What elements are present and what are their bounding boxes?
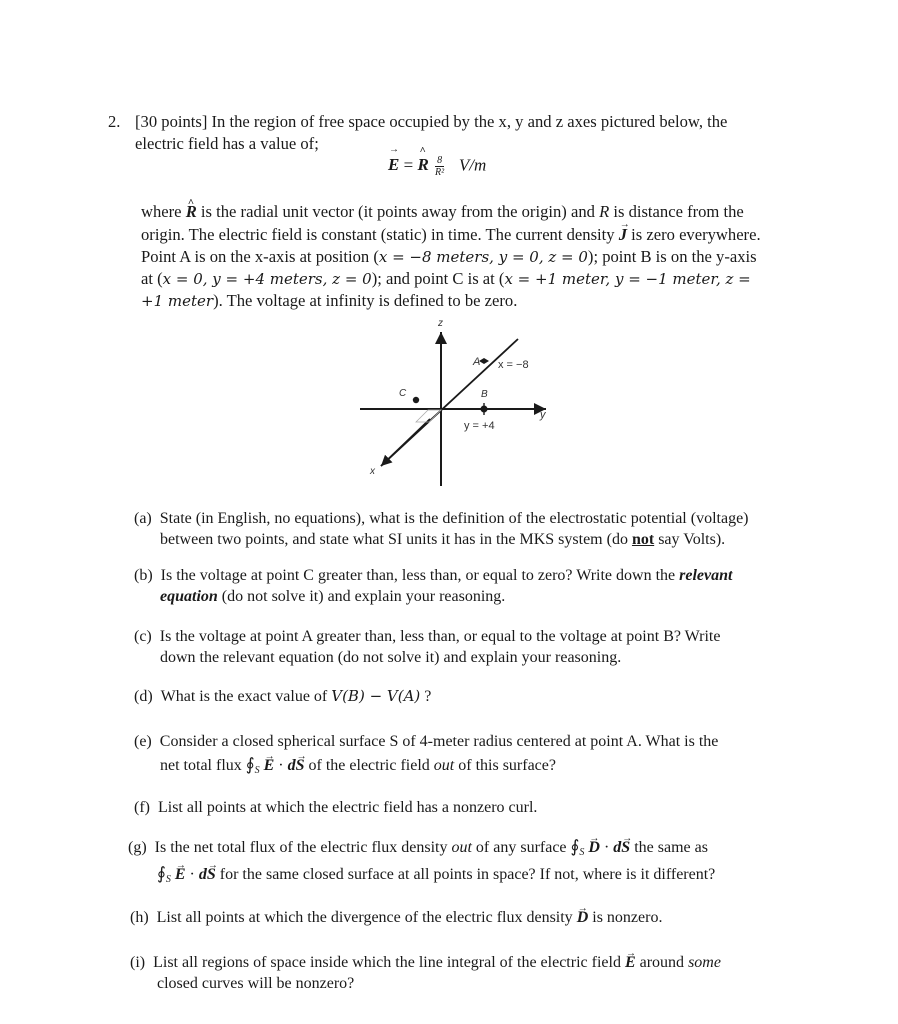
- problem-intro-line1: [30 points] In the region of free space occupied by the x, y and z axes pictured below, the: [135, 112, 728, 131]
- question-g-line2: $∮_S$ E → · dS → for the same closed surface at all points in space? If not, where is it different?: [157, 863, 715, 891]
- question-g: (g) Is the net total flux of the electric flux density out of any surface $∮_S$ D → · dS → the same as: [128, 836, 708, 864]
- eq-lhs: E →: [388, 155, 399, 174]
- eq-equals: =: [399, 155, 418, 175]
- eq-numerator: 8: [435, 155, 444, 167]
- x-axis-label: x: [370, 466, 375, 477]
- point-b-label: B: [481, 389, 488, 400]
- question-a-line2: between two points, and state what SI units it has in the MKS system (do not say Volts).: [160, 531, 726, 548]
- axes-diagram: [350, 312, 580, 492]
- point-a-label: A: [473, 356, 481, 368]
- question-c-line2: down the relevant equation (do not solve it) and explain your reasoning.: [160, 649, 622, 666]
- y-axis-label: y: [540, 409, 546, 421]
- contour-integral-icon: ∮: [245, 755, 255, 774]
- question-i: (i) List all regions of space inside which the line integral of the electric field E → around some: [130, 952, 721, 974]
- question-c: (c) Is the voltage at point A greater than, less than, or equal to the voltage at point B? Write: [134, 628, 721, 645]
- question-e-line2: net total flux $∮_S$ E → · dS → of the electric field out of this surface?: [160, 754, 556, 782]
- point-c-label: C: [399, 388, 407, 399]
- electric-field-equation: [388, 155, 486, 178]
- problem-number: 2.: [108, 112, 121, 131]
- question-d: (d) What is the exact value of V(B) − V(A) ?: [134, 687, 432, 705]
- description-line1: where R ^ is the radial unit vector (it points away from the origin) and R is distance from the: [141, 201, 744, 223]
- problem-intro-line2: electric field has a value of;: [135, 134, 319, 153]
- contour-integral-icon: ∮: [570, 837, 580, 856]
- description-line2: origin. The electric field is constant (static) in time. The current density J → is zero everywhere.: [141, 224, 761, 246]
- eq-units: V/m: [458, 155, 487, 175]
- point-b-position: y = +4: [464, 420, 495, 432]
- z-axis-label: z: [438, 318, 443, 329]
- point-c-marker: [413, 397, 419, 403]
- point-a-marker: [479, 358, 489, 364]
- x-axis-arrow: [381, 419, 430, 466]
- description-line4: at (x = 0, y = +4 meters, z = 0); and point C is at (x = +1 meter, y = −1 meter, z =: [141, 269, 751, 288]
- question-a: (a) State (in English, no equations), what is the definition of the electrostatic potential (voltage): [134, 510, 749, 527]
- contour-integral-icon: ∮: [157, 864, 166, 883]
- eq-fraction: [435, 155, 444, 178]
- question-e: (e) Consider a closed spherical surface S of 4-meter radius centered at point A. What is the: [134, 733, 719, 750]
- eq-denominator: R²: [435, 167, 445, 178]
- question-b-line2: equation (do not solve it) and explain your reasoning.: [160, 588, 506, 605]
- description-line5: +1 meter). The voltage at infinity is defined to be zero.: [141, 291, 518, 310]
- description-line3: Point A is on the x-axis at position (x = −8 meters, y = 0, z = 0); point B is on the y-axis: [141, 247, 757, 266]
- question-b: (b) Is the voltage at point C greater than, less than, or equal to zero? Write down the relevant: [134, 567, 733, 584]
- point-a-position: x = −8: [498, 359, 529, 371]
- question-f: (f) List all points at which the electric field has a nonzero curl.: [134, 799, 538, 816]
- eq-unit-vector: R ^: [417, 155, 428, 174]
- question-h: (h) List all points at which the divergence of the electric flux density D → is nonzero.: [130, 907, 662, 929]
- question-i-line2: closed curves will be nonzero?: [157, 975, 355, 992]
